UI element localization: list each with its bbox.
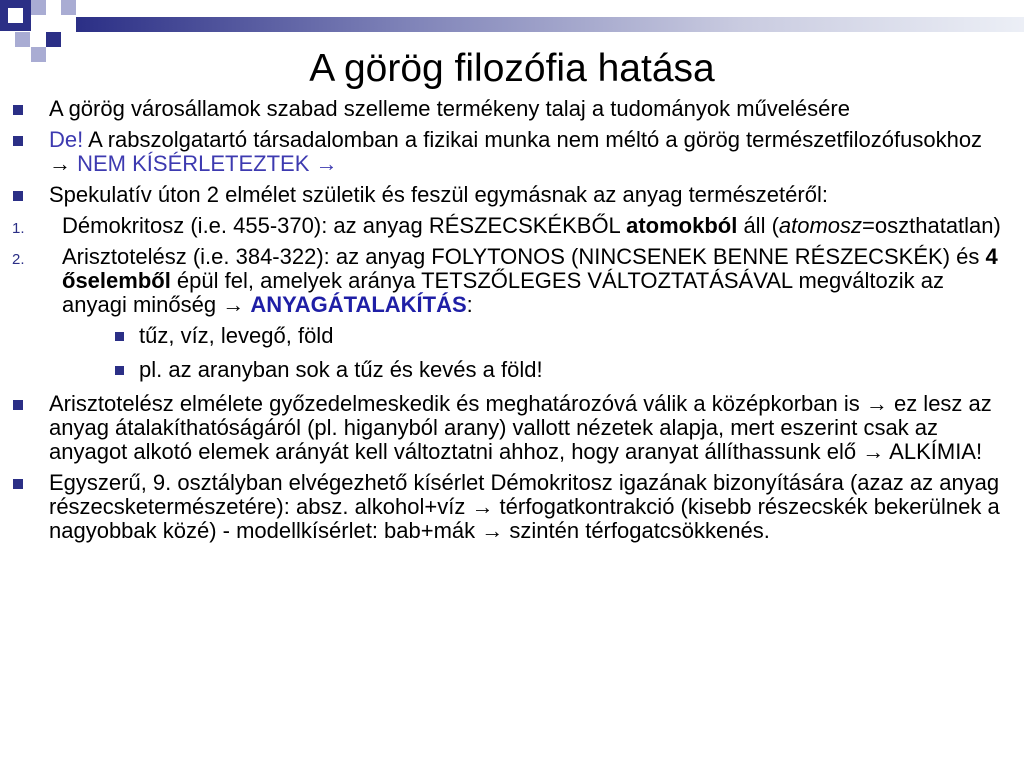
- bullet-item: [0, 471, 1024, 543]
- square-bullet-icon: [13, 479, 23, 489]
- item-text: Arisztotelész (i.e. 384-322): az anyag FOLYTONOS (NINCSENEK BENNE RÉSZECSKÉK) és: [62, 244, 986, 269]
- deco-square-white: [8, 8, 23, 23]
- square-bullet-icon: [13, 191, 23, 201]
- slide-title: A görög filozófia hatása: [309, 47, 715, 90]
- sub-bullet-text: tűz, víz, levegő, föld: [139, 323, 334, 348]
- list-number: 1.: [12, 220, 25, 237]
- deco-square-light: [61, 0, 76, 15]
- square-bullet-icon: [13, 400, 23, 410]
- bullet-item: [0, 97, 1024, 121]
- item-text-after: épül fel, amelyek aránya TETSZŐLEGES VÁLTOZTATÁSÁVAL megváltozik az anyagi minőség →: [62, 268, 944, 317]
- square-bullet-icon: [13, 136, 23, 146]
- bullet-text: Egyszerű, 9. osztályban elvégezhető kísérlet Démokritosz igazának bizonyítására (azaz az anyag részecsketermészetére): absz. alkohol+víz → térfogatkontrakció (kisebb részecskék bekerülnek a nagyobbak közé) - modellkísérlet: bab+mák → szintén térfogatcsökkenés.: [49, 470, 1000, 543]
- square-bullet-icon: [13, 105, 23, 115]
- bullet-item: [0, 128, 1024, 176]
- bullet-text: Arisztotelész elmélete győzedelmeskedik és meghatározóvá válik a középkorban is → ez lesz az anyag átalakíthatóságáról (pl. higanyból arany) vallott nézetek alapja, mert eszerint csak az anyagot alkotó elemek arányát kell változtatni ahhoz, hogy aranyat állíthassunk elő → ALKÍMIA!: [49, 391, 992, 464]
- bullet-text: Spekulatív úton 2 elmélet születik és feszül egymásnak az anyag természetéről:: [49, 182, 828, 207]
- sub-bullet-item: [0, 358, 1024, 382]
- deco-square-dark: [46, 32, 61, 47]
- square-bullet-icon: [115, 332, 124, 341]
- numbered-item-democritus: [0, 214, 1024, 238]
- numbered-item-aristotle: [0, 245, 1024, 317]
- deco-square-light: [31, 0, 46, 15]
- bullet-item: [0, 183, 1024, 207]
- header-gradient-bar: [76, 17, 1024, 32]
- item-emphasis-anyagatalakitas: ANYAGÁTALAKÍTÁS: [250, 292, 467, 317]
- bullet-emphasis-nem-kiserleteztek: NEM KÍSÉRLETEZTEK →: [77, 151, 338, 176]
- list-number: 2.: [12, 251, 25, 268]
- bullet-text: A rabszolgatartó társadalomban a fizikai munka nem méltó a görög természetfilozófusokhoz →: [49, 127, 983, 176]
- item-text-end: :: [466, 292, 473, 317]
- sub-bullet-item: [0, 324, 1024, 348]
- sub-bullet-text: pl. az aranyban sok a tűz és kevés a föld!: [139, 357, 543, 382]
- item-italic-atomosz: atomosz: [778, 213, 863, 238]
- item-text-after: áll (: [737, 213, 779, 238]
- deco-square-light: [15, 32, 30, 47]
- bullet-text: A görög városállamok szabad szelleme termékeny talaj a tudományok művelésére: [49, 96, 850, 121]
- item-text: Démokritosz (i.e. 455-370): az anyag RÉSZECSKÉKBŐL: [62, 213, 627, 238]
- item-text-end: =oszthatatlan): [862, 213, 1001, 238]
- item-bold-atomokbol: atomokból: [626, 213, 738, 238]
- square-bullet-icon: [115, 366, 124, 375]
- item-bold-oselembol: 4 őselemből: [62, 244, 998, 293]
- bullet-item: [0, 392, 1024, 464]
- slide-content: [0, 97, 1024, 550]
- bullet-emphasis-de: De!: [49, 127, 84, 152]
